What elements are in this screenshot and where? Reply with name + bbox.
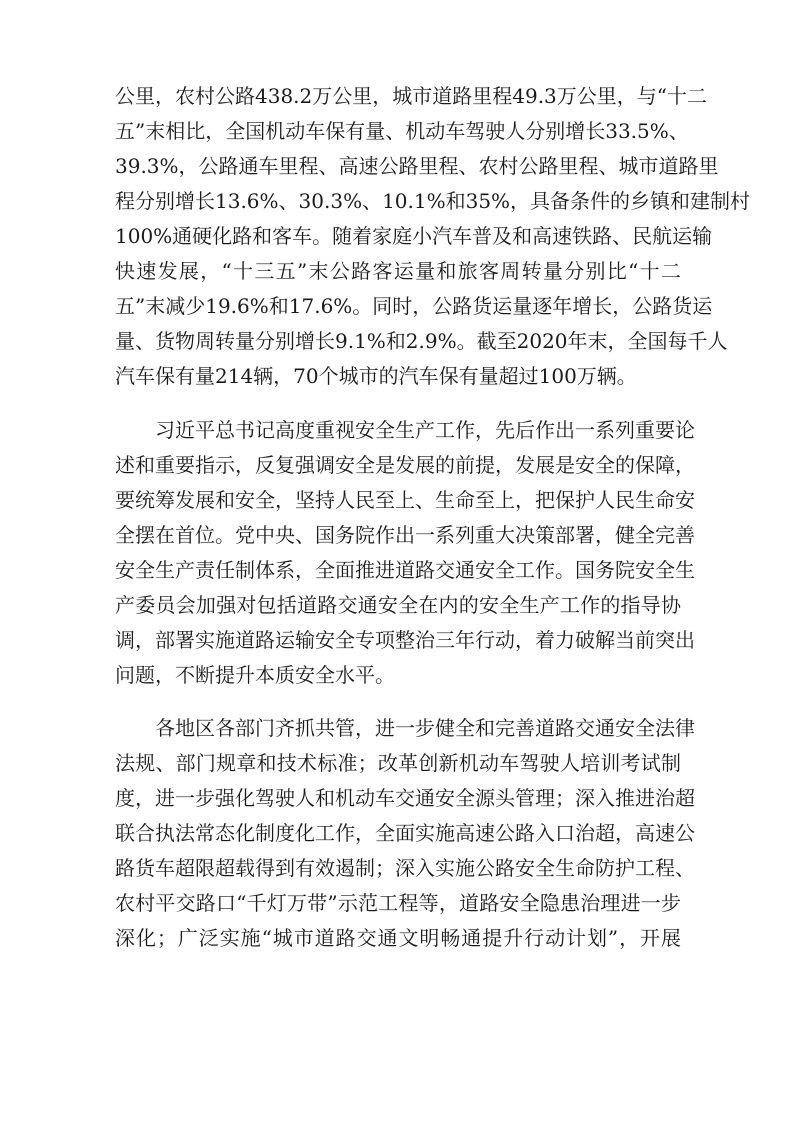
paragraph-statistics (115, 79, 751, 394)
text-line: 39.3%，公路通车里程、高速公路里程、农村公路里程、城市道路里 (115, 154, 719, 178)
text-line: 公里，农村公路438.2万公里，城市道路里程49.3万公里，与“十二 (115, 84, 708, 108)
text-line: 程分别增长13.6%、30.3%、10.1%和35%，具备条件的乡镇和建制村 (115, 189, 751, 213)
text-line: 要统筹发展和安全，坚持人民至上、生命至上，把保护人民生命安 (115, 488, 695, 512)
text-line: 习近平总书记高度重视安全生产工作，先后作出一系列重要论 (115, 418, 695, 442)
text-line: 法规、部门规章和技术标准；改革创新机动车驾驶人培训考试制 (115, 751, 681, 775)
text-line: 路货车超限超载得到有效遏制；深入实施公路安全生命防护工程、 (115, 856, 695, 880)
text-line: 全摆在首位。党中央、国务院作出一系列重大决策部署，健全完善 (115, 523, 695, 547)
text-line: 安全生产责任制体系，全面推进道路交通安全工作。国务院安全生 (115, 558, 695, 582)
text-line-last: 汽车保有量214辆，70个城市的汽车保有量超过100万辆。 (115, 364, 637, 388)
text-line: 述和重要指示，反复强调安全是发展的前提，发展是安全的保障， (115, 453, 695, 477)
text-line: 农村平交路口“千灯万带”示范工程等，道路安全隐患治理进一步 (115, 891, 681, 915)
text-line-last: 问题，不断提升本质安全水平。 (115, 663, 395, 687)
text-line: 度，进一步强化驾驶人和机动车交通安全源头管理；深入推进治超 (115, 786, 695, 810)
text-line: 深化；广泛实施“城市道路交通文明畅通提升行动计划”，开展 (115, 926, 681, 950)
text-line: 产委员会加强对包括道路交通安全在内的安全生产工作的指导协 (115, 593, 681, 617)
text-line: 快速发展，“十三五”末公路客运量和旅客周转量分别比“十二 (115, 259, 681, 283)
text-line: 联合执法常态化制度化工作，全面实施高速公路入口治超，高速公 (115, 821, 695, 845)
text-line: 100%通硬化路和客车。随着家庭小汽车普及和高速铁路、民航运输 (115, 224, 713, 248)
text-line: 五”末相比，全国机动车保有量、机动车驾驶人分别增长33.5%、 (115, 119, 689, 143)
text-line: 各地区各部门齐抓共管，进一步健全和完善道路交通安全法律 (115, 716, 695, 740)
paragraph-leadership (115, 413, 695, 693)
paragraph-departments (115, 711, 695, 956)
text-line: 五”末减少19.6%和17.6%。同时，公路货运量逐年增长，公路货运 (115, 294, 713, 318)
text-line: 量、货物周转量分别增长9.1%和2.9%。截至2020年末，全国每千人 (115, 329, 728, 353)
text-line: 调，部署实施道路运输安全专项整治三年行动，着力破解当前突出 (115, 628, 695, 652)
